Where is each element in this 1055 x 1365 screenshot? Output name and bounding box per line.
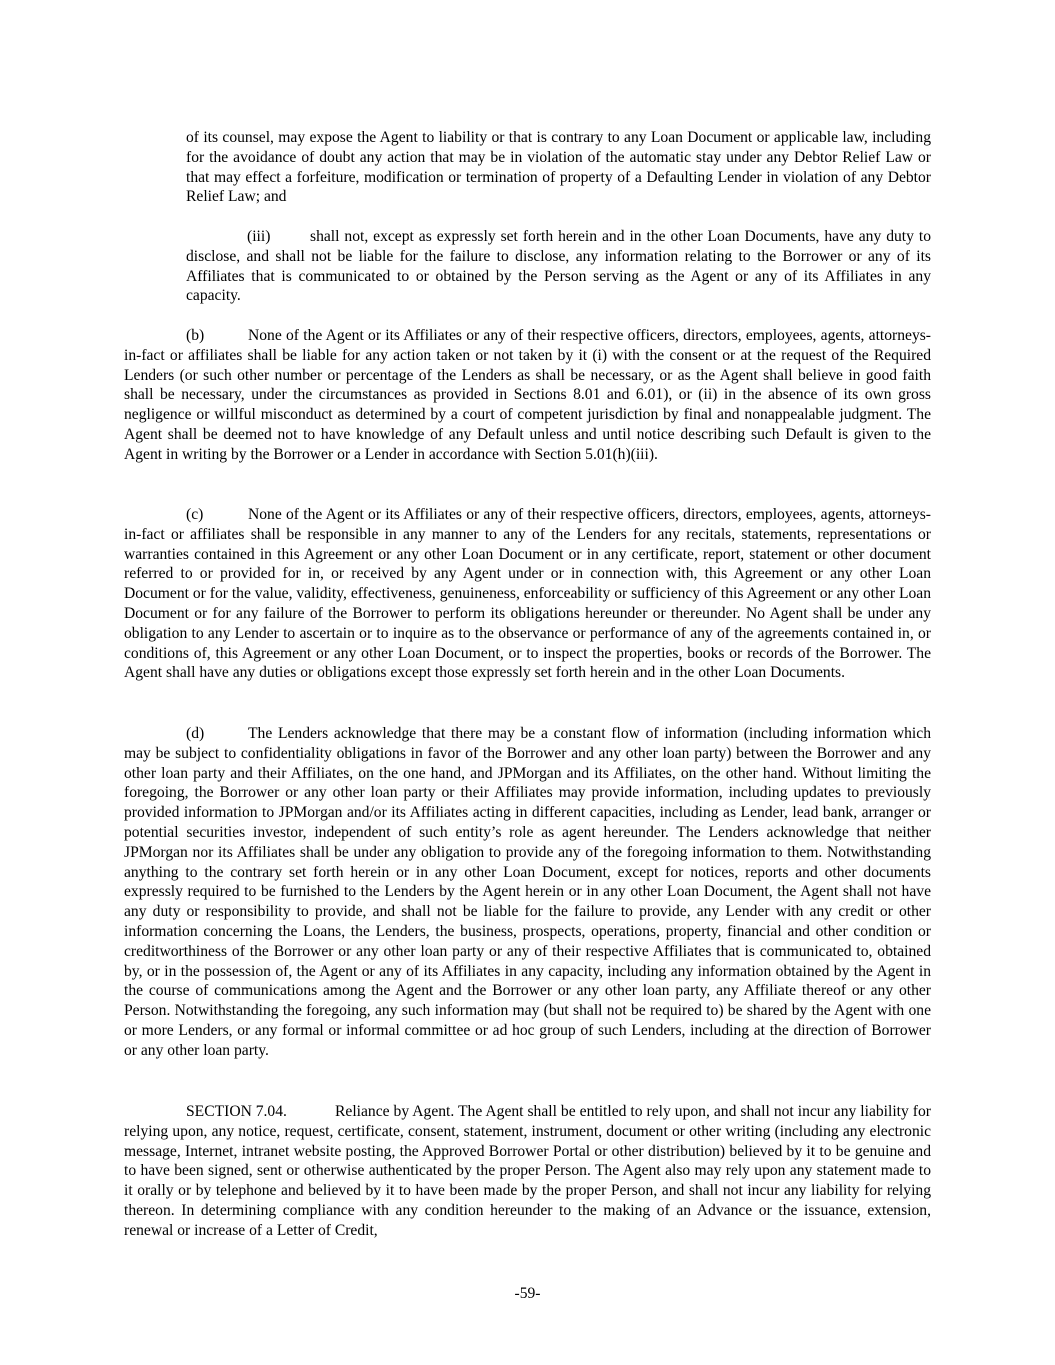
paragraph-text: shall not, except as expressly set forth herein and in the other Loan Documents, have any duty to disclose, and shall not be liable for the failure to disclose, any information relating to the Borrower or any of its Affiliates that is communicated to or obtained by the Person serving as the Agent or any of its Affiliates in any capacity.	[186, 228, 931, 305]
paragraph-continuation	[186, 128, 931, 207]
paragraph-text: None of the Agent or its Affiliates or any of their respective officers, directors, employees, agents, attorneys-in-fact or affiliates shall be liable for any action taken or not taken by it (i) with the consent or at the request of the Required Lenders (or such other number or percentage of the Lenders as shall be necessary, or as the Agent shall believe in good faith shall be necessary, under the circumstances as provided in Sections 8.01 and 6.01), or (ii) in the absence of its own gross negligence or willful misconduct as determined by a court of competent jurisdiction by final and nonappealable judgment. The Agent shall be deemed not to have knowledge of any Default unless and until notice describing such Default is given to the Agent in writing by the Borrower or a Lender in accordance with Section 5.01(h)(iii).	[124, 327, 931, 463]
clause-d	[124, 724, 931, 1061]
section-7-04	[124, 1102, 931, 1241]
clause-marker: (b)	[186, 327, 205, 344]
clause-marker: (iii)	[247, 228, 271, 245]
clause-marker: (c)	[186, 506, 204, 523]
paragraph-text: Reliance by Agent. The Agent shall be entitled to rely upon, and shall not incur any liability for relying upon, any notice, request, certificate, consent, statement, instrument, document or other writing (including any electronic message, Internet, intranet website posting, the Approved Borrower Portal or other distribution) believed by it to be genuine and to have been signed, sent or otherwise authenticated by the proper Person. The Agent also may rely upon any statement made to it orally or by telephone and believed by it to have been made by the proper Person, and shall not incur any liability for relying thereon. In determining compliance with any condition hereunder to the making of an Advance or the issuance, extension, renewal or increase of a Letter of Credit,	[124, 1103, 931, 1239]
clause-b	[124, 326, 931, 465]
section-heading-number: SECTION 7.04.	[186, 1103, 287, 1120]
page-number: -59-	[514, 1285, 541, 1302]
clause-c	[124, 505, 931, 683]
paragraph-text: None of the Agent or its Affiliates or any of their respective officers, directors, employees, agents, attorneys-in-fact or affiliates shall be responsible in any manner to any of the Lenders for any recitals, statements, representations or warranties contained in this Agreement or any other Loan Document or in any certificate, report, statement or other document referred to or provided for in, or received by any Agent under or in connection with, this Agreement or any other Loan Document or for the value, validity, effectiveness, genuineness, enforceability or sufficiency of this Agreement or any other Loan Document or for any failure of the Borrower to perform its obligations hereunder or thereunder. No Agent shall be under any obligation to any Lender to ascertain or to inquire as to the observance or performance of any of the agreements contained in, or conditions of, this Agreement or any other Loan Document, or to inspect the properties, books or records of the Borrower. The Agent shall have any duties or obligations except those expressly set forth herein and in the other Loan Documents.	[124, 506, 931, 682]
clause-marker: (d)	[186, 725, 205, 742]
clause-iii	[186, 227, 931, 306]
paragraph-text: The Lenders acknowledge that there may be a constant flow of information (including information which may be subject to confidentiality obligations in favor of the Borrower and any other loan party) between the Borrower and any other loan party and their Affiliates, on the one hand, and JPMorgan and its Affiliates, on the other hand. Without limiting the foregoing, the Borrower or any other loan party or their Affiliates may provide information, including updates to previously provided information to JPMorgan and/or its Affiliates acting in different capacities, including as Lender, lead bank, arranger or potential securities investor, independent of such entity’s role as agent hereunder. The Lenders acknowledge that neither JPMorgan nor its Affiliates shall be under any obligation to provide any of the foregoing information to them. Notwithstanding anything to the contrary set forth herein or in any other Loan Document, except for notices, reports and other documents expressly required to be furnished to the Lenders by the Agent herein or in any other Loan Document, the Agent shall not have any duty or responsibility to provide, and shall not be liable for the failure to provide, any Lender with any credit or other information concerning the Loans, the Lenders, the business, prospects, operations, property, financial and other condition or creditworthiness of the Borrower or any other loan party or any of their respective Affiliates that is communicated to, obtained by, or in the possession of, the Agent or any of its Affiliates in any capacity, including any information obtained by the Agent in the course of communications among the Agent and the Borrower or any other loan party, any Affiliate thereof or any other Person. Notwithstanding the foregoing, any such information may (but shall not be required to) be shared by the Agent with one or more Lenders, or any formal or informal committee or ad hoc group of such Lenders, including at the direction of Borrower or any other loan party.	[124, 725, 931, 1059]
paragraph-text: of its counsel, may expose the Agent to liability or that is contrary to any Loan Document or applicable law, including for the avoidance of doubt any action that may be in violation of the automatic stay under any Debtor Relief Law or that may effect a forfeiture, modification or termination of property of a Defaulting Lender in violation of any Debtor Relief Law; and	[186, 129, 931, 206]
